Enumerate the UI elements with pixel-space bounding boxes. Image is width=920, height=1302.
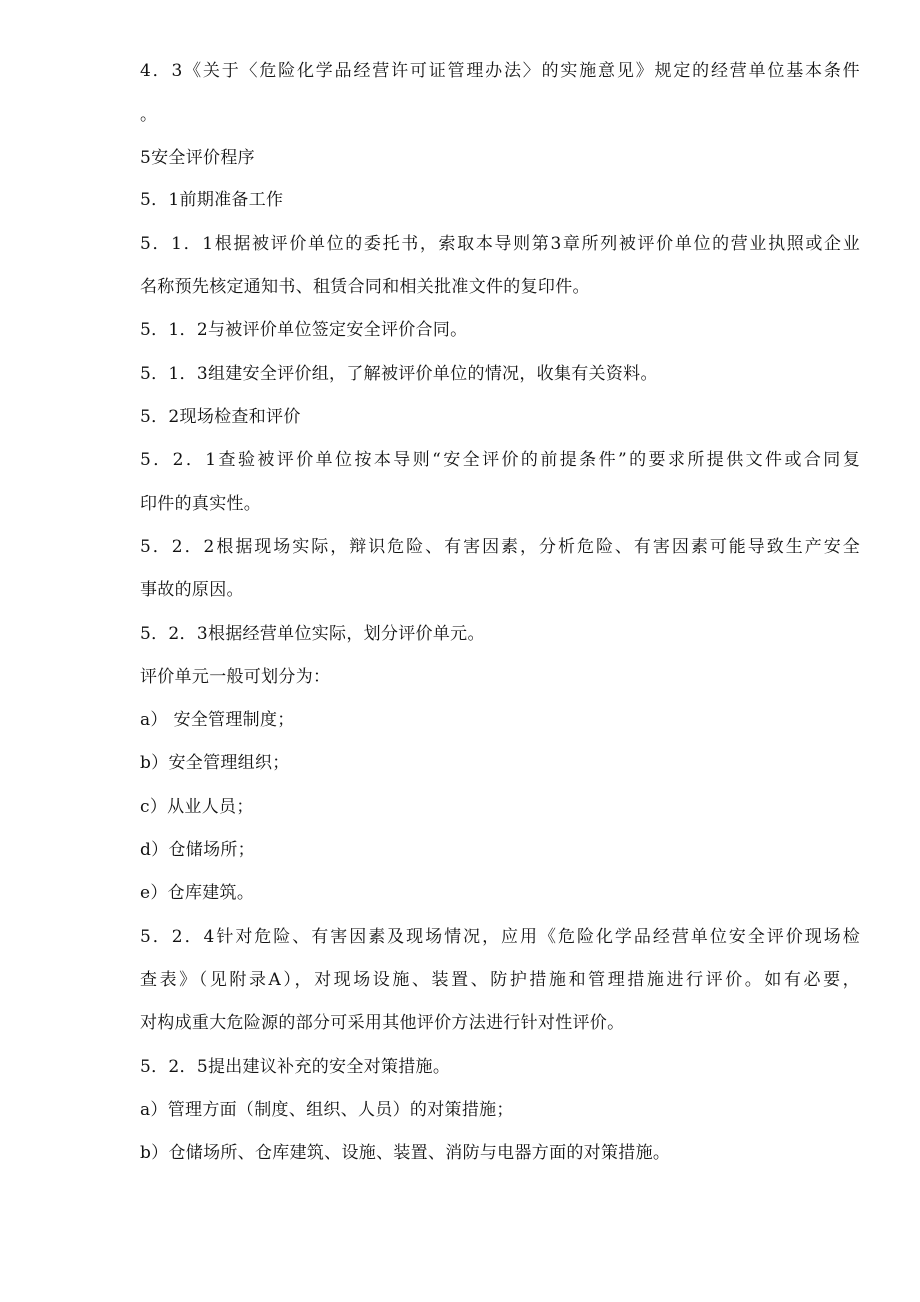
list-item: a）管理方面（制度、组织、人员）的对策措施； (140, 1100, 514, 1120)
paragraph-line: 5．2．2根据现场实际，辩识危险、有害因素，分析危险、有害因素可能导致生产安全 (140, 537, 860, 557)
list-item: e）仓库建筑。 (140, 883, 255, 903)
paragraph-line: 。 (140, 105, 158, 125)
list-item: c）从业人员； (140, 797, 254, 817)
paragraph-line: 4．3《关于〈危险化学品经营许可证管理办法〉的实施意见》规定的经营单位基本条件 (140, 61, 860, 81)
paragraph-line: 名称预先核定通知书、租赁合同和相关批准文件的复印件。 (140, 277, 590, 297)
list-item: b）安全管理组织； (140, 753, 290, 773)
paragraph-line: 5．1．3组建安全评价组，了解被评价单位的情况，收集有关资料。 (140, 364, 658, 384)
paragraph-line: 5．2．3根据经营单位实际，划分评价单元。 (140, 624, 485, 644)
paragraph-line: 查表》（见附录A），对现场设施、装置、防护措施和管理措施进行评价。如有必要， (140, 970, 860, 990)
subsection-heading: 5．1前期准备工作 (140, 190, 284, 210)
paragraph-line: 评价单元一般可划分为： (140, 667, 331, 687)
subsection-heading: 5．2现场检查和评价 (140, 407, 301, 427)
list-item: a） 安全管理制度； (140, 710, 295, 730)
section-heading: 5安全评价程序 (140, 148, 255, 168)
paragraph-line: 对构成重大危险源的部分可采用其他评价方法进行针对性评价。 (140, 1013, 625, 1033)
list-item: b）仓储场所、仓库建筑、设施、装置、消防与电器方面的对策措施。 (140, 1143, 671, 1163)
list-item: d）仓储场所； (140, 840, 255, 860)
paragraph-line: 5．2．5提出建议补充的安全对策措施。 (140, 1057, 451, 1077)
paragraph-line: 5．1．1根据被评价单位的委托书，索取本导则第3章所列被评价单位的营业执照或企业 (140, 234, 860, 254)
paragraph-line: 5．2．4针对危险、有害因素及现场情况，应用《危险化学品经营单位安全评价现场检 (140, 927, 860, 947)
paragraph-line: 5．1．2与被评价单位签定安全评价合同。 (140, 320, 468, 340)
paragraph-line: 事故的原因。 (140, 580, 244, 600)
paragraph-line: 印件的真实性。 (140, 494, 262, 514)
paragraph-line: 5．2．1查验被评价单位按本导则“安全评价的前提条件”的要求所提供文件或合同复 (140, 450, 860, 470)
